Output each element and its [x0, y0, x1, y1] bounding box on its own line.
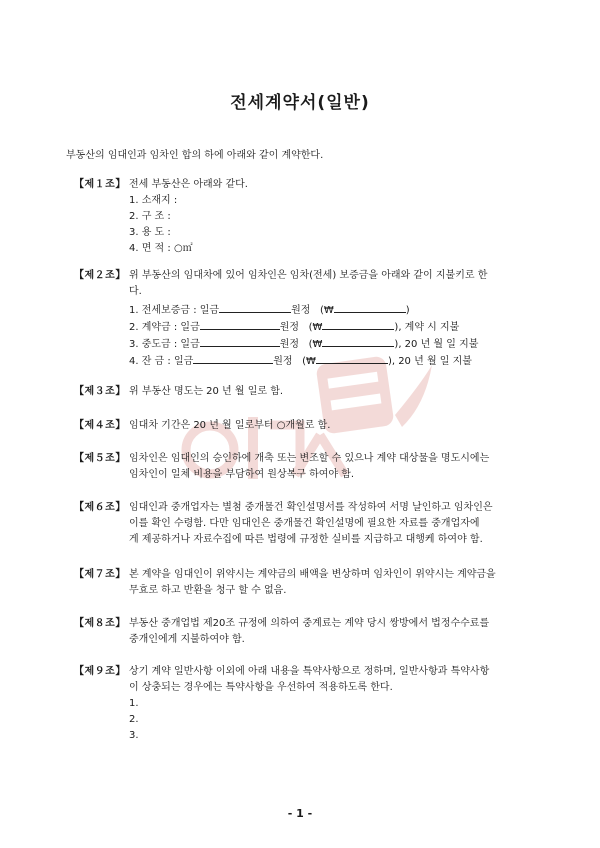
article-text-line: 본 계약을 임대인이 위약시는 계약금의 배액을 변상하며 임차인이 위약시는 계약금을	[129, 569, 496, 580]
payment-label: 3. 중도금 : 일금	[129, 339, 200, 350]
article-label: 【제５조】	[74, 453, 126, 464]
won-symbol: (₩	[302, 356, 316, 367]
article-7	[74, 567, 534, 599]
article-label: 【제３조】	[74, 386, 126, 397]
payment-label: 4. 잔 금 : 일금	[129, 356, 194, 367]
payment-row-balance	[129, 353, 478, 370]
article-label: 【제９조】	[74, 666, 126, 677]
article-text-line: 게 제공하거나 자료수집에 따른 법령에 규정한 실비를 지급하고 대행케 하여야 함.	[129, 534, 483, 545]
amount-blank	[322, 336, 394, 347]
article-text-line: 임차인이 일체 비용을 부담하여 원상복구 하여야 함.	[129, 469, 355, 480]
payment-label: 1. 전세보증금 : 일금	[129, 305, 220, 316]
payment-schedule	[74, 302, 479, 370]
article-text-line: 위 부동산의 임대차에 있어 임차인은 임차(전세) 보증금을 아래와 같이 지불키로 한	[129, 270, 488, 281]
article-text-line: 다.	[129, 286, 142, 297]
amount-blank	[219, 302, 291, 313]
payment-row-interim	[129, 336, 478, 353]
paren-close: ), 20 년 월 일 지불	[387, 356, 472, 367]
list-item: 4. 면 적 : ○㎡	[129, 243, 193, 254]
list-item: 2. 구 조 :	[129, 211, 171, 222]
list-item: 1.	[129, 698, 139, 709]
won-text: 원정	[279, 322, 300, 333]
article-1	[74, 177, 534, 193]
article-9-items	[74, 696, 139, 744]
article-label: 【제７조】	[74, 569, 126, 580]
paren-close: ), 20 년 월 일 지불	[394, 339, 479, 350]
list-item: 2.	[129, 714, 139, 725]
article-text-line: 부동산 중개업법 제20조 규정에 의하여 중계료는 계약 당시 쌍방에서 법정수수료를	[129, 618, 490, 629]
article-label: 【제１조】	[74, 179, 126, 190]
article-1-items	[74, 193, 193, 257]
won-symbol: (₩	[319, 305, 334, 316]
article-label: 【제４조】	[74, 420, 126, 431]
article-text: 임대차 기간은 20 년 월 일로부터 ○개월로 함.	[129, 420, 331, 431]
page-number: - 1 -	[287, 807, 313, 820]
article-text-line: 중개인에게 지불하여야 함.	[129, 634, 245, 645]
amount-blank	[322, 319, 394, 330]
article-label: 【제８조】	[74, 618, 126, 629]
won-text: 원정	[273, 356, 293, 367]
payment-row-downpayment	[129, 319, 478, 336]
article-text: 전세 부동산은 아래와 같다.	[129, 179, 248, 190]
article-label: 【제２조】	[74, 270, 126, 281]
article-label: 【제６조】	[74, 502, 126, 513]
article-text-line: 임차인은 임대인의 승인하에 개축 또는 변조할 수 있으나 계약 대상물을 명도시에는	[129, 453, 490, 464]
won-symbol: (₩	[308, 339, 323, 350]
amount-blank	[316, 353, 388, 364]
document-title: 전세계약서(일반)	[230, 93, 370, 113]
payment-row-deposit	[129, 302, 478, 319]
article-5	[74, 451, 534, 483]
article-9	[74, 664, 534, 696]
article-text-line: 이를 확인 수령함. 다만 임대인은 중개물건 확인설명에 필요한 자료를 중개업자에	[129, 518, 480, 529]
amount-blank	[200, 336, 280, 347]
article-text-line: 이 상충되는 경우에는 특약사항을 우선하여 적용하도록 한다.	[129, 682, 393, 693]
article-8	[74, 616, 534, 648]
article-text-line: 상기 계약 일반사항 이외에 아래 내용을 특약사항으로 정하며, 일반사항과 특약사항	[129, 666, 490, 677]
won-text: 원정	[291, 305, 311, 316]
amount-blank	[200, 319, 280, 330]
article-text-line: 무효로 하고 반환을 청구 할 수 없음.	[129, 585, 287, 596]
payment-label: 2. 계약금 : 일금	[129, 322, 200, 333]
article-text-line: 임대인과 중개업자는 별첨 중개물건 확인설명서를 작성하여 서명 날인하고 임차인은	[129, 502, 493, 513]
list-item: 3. 용 도 :	[129, 227, 171, 238]
article-text: 위 부동산 명도는 20 년 월 일로 함.	[129, 386, 284, 397]
intro-text: 부동산의 임대인과 임차인 합의 하에 아래와 같이 계약한다.	[66, 150, 324, 161]
article-3	[74, 384, 534, 400]
won-text: 원정	[279, 339, 300, 350]
list-item: 1. 소재지 :	[129, 195, 178, 206]
article-6	[74, 500, 534, 548]
paren-close: ), 계약 시 지불	[394, 322, 460, 333]
list-item: 3.	[129, 730, 139, 741]
won-symbol: (₩	[308, 322, 323, 333]
article-4	[74, 418, 534, 434]
article-2	[74, 268, 534, 300]
paren-close: )	[405, 305, 410, 316]
amount-blank	[193, 353, 273, 364]
amount-blank	[334, 302, 406, 313]
